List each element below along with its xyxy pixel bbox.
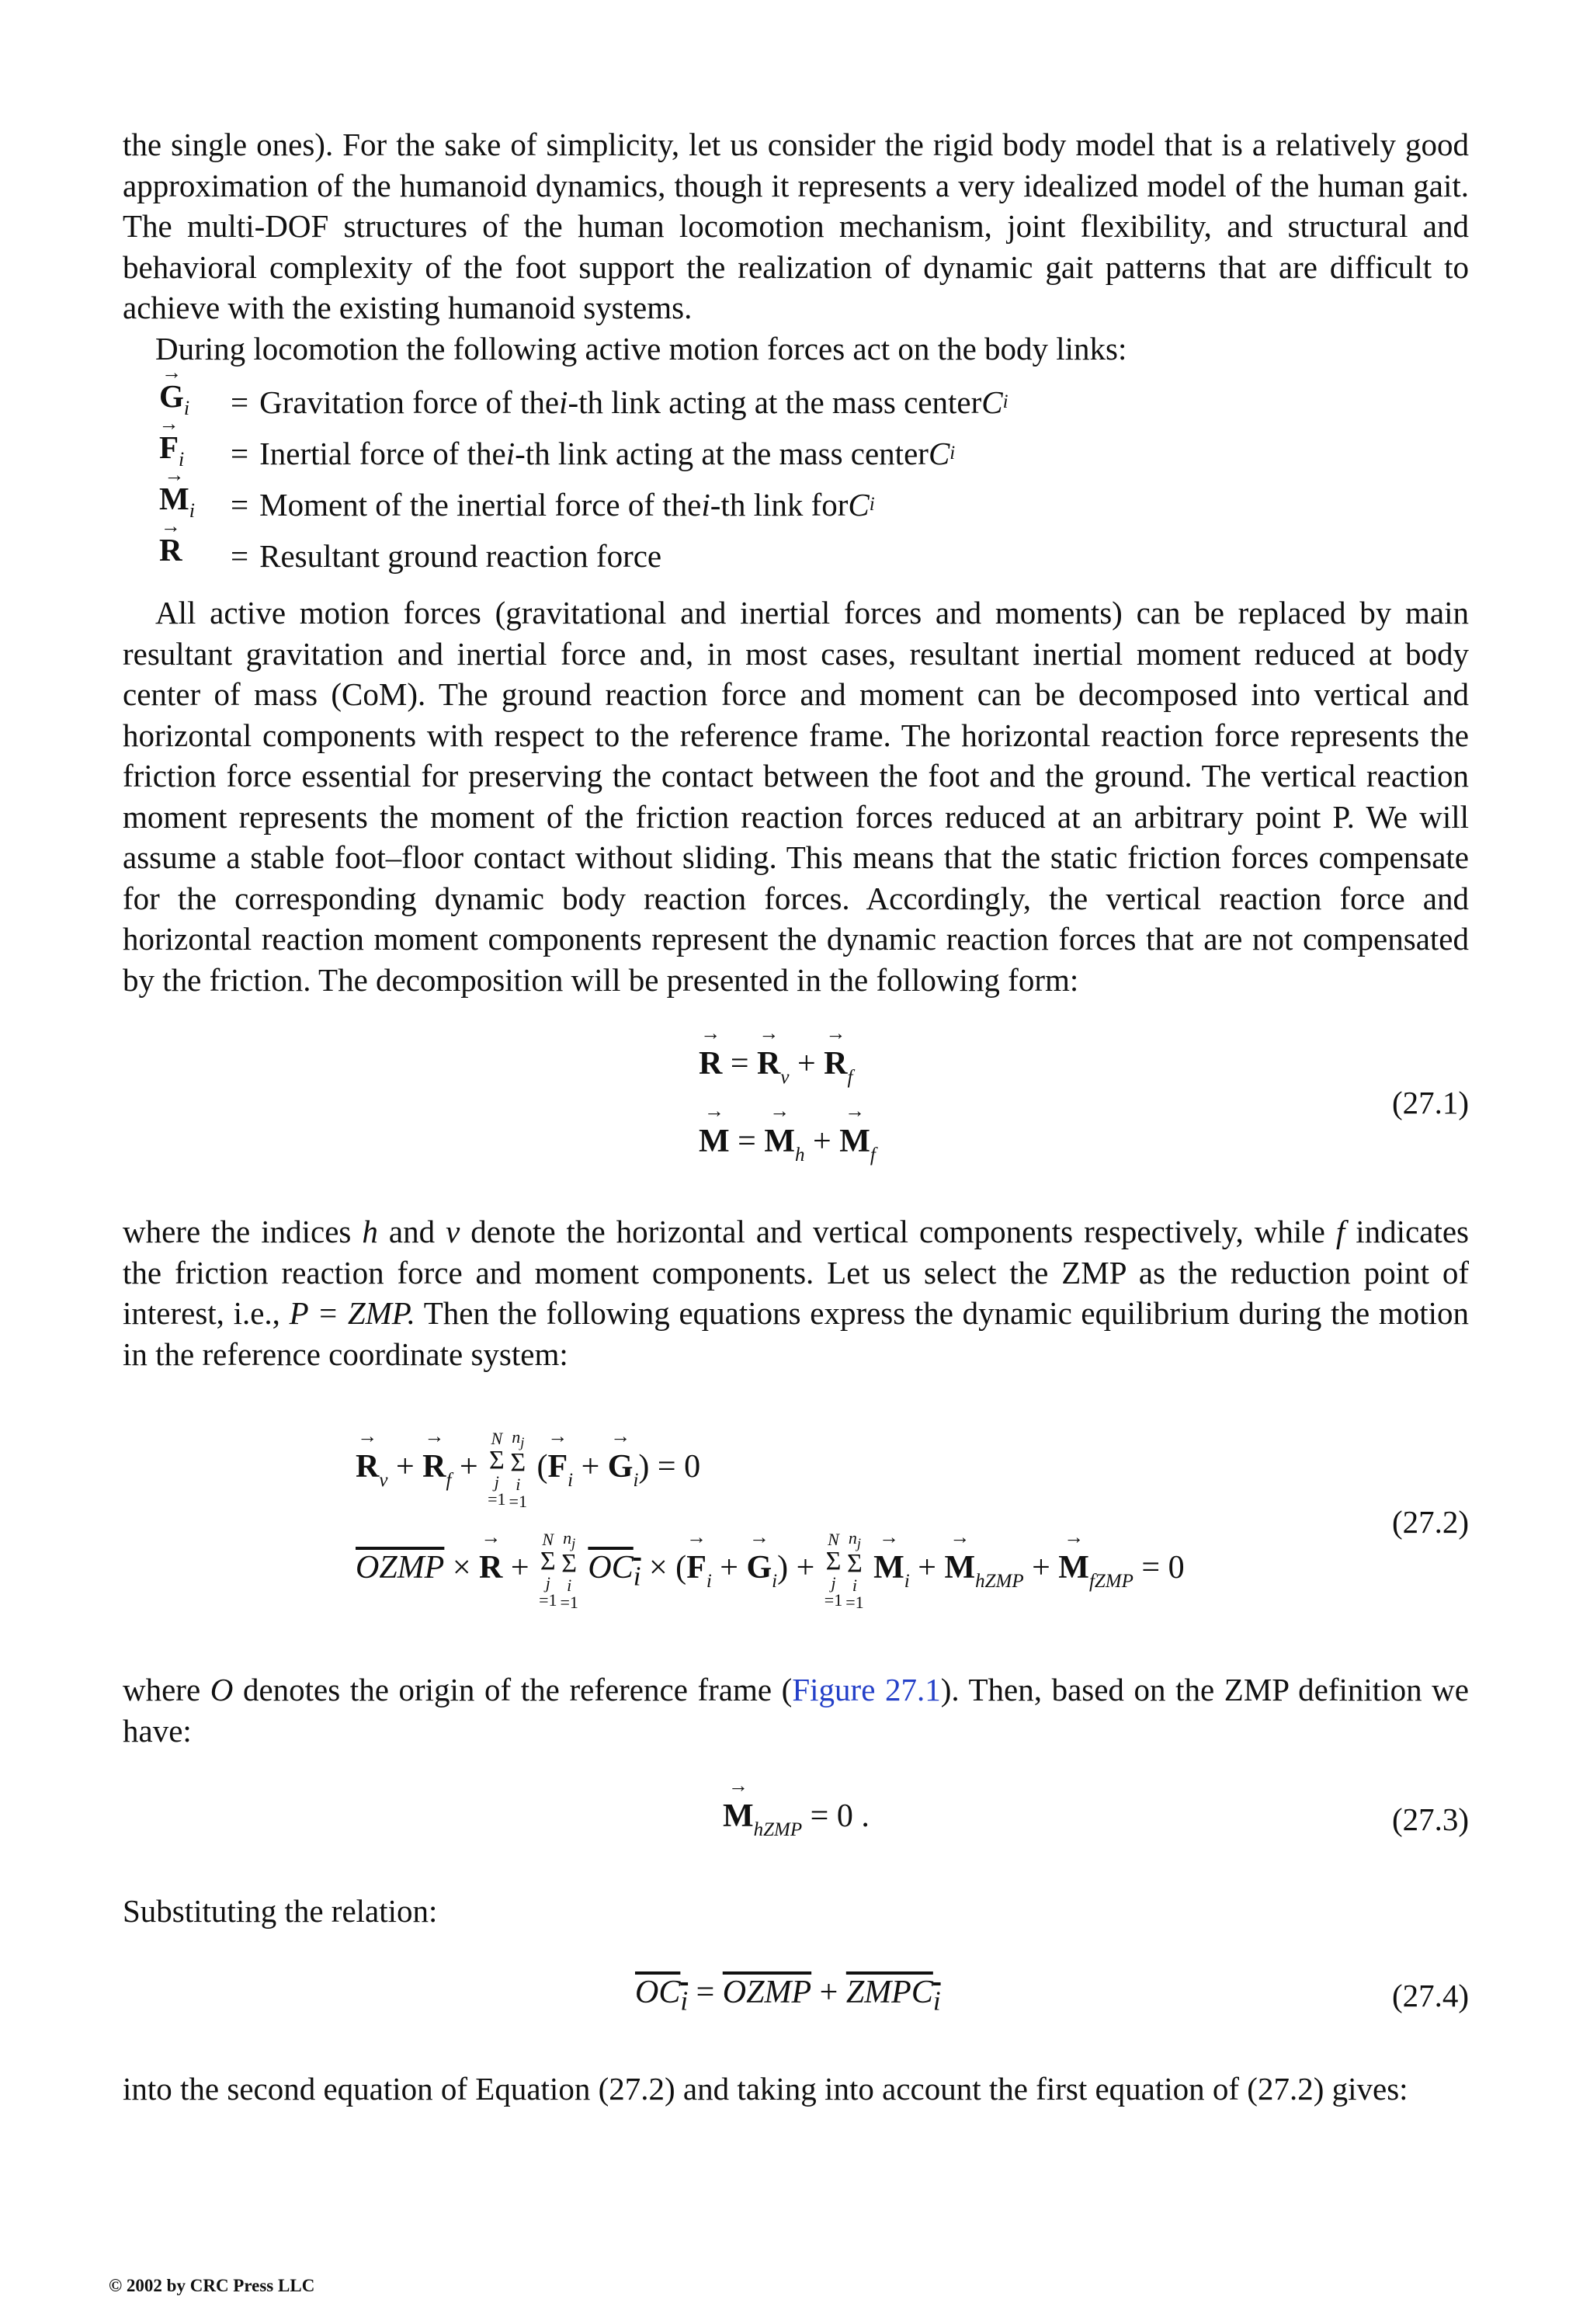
- paragraph-3: All active motion forces (gravitational and inertial forces and moments) can be replaced by main resultant gravitation and inertial force and, in most cases, resultant inertial moment reduced at body center of mass (CoM). The ground reaction force and moment can be decomposed into vertical and horizontal components with respect to the reference frame. The horizontal reaction force represents the friction force essential for preserving the contact between the foot and the ground. The vertical reaction moment represents the moment of the friction reaction forces reduced at an arbitrary point P. We will assume a stable foot–floor contact without sliding. This means that the static friction forces compensate for the corresponding dynamic body reaction forces. Accordingly, the vertical reaction force and horizontal reaction moment components represent the dynamic reaction forces that are not compensated by the friction. The decomposition will be presented in the following form:: [123, 595, 1469, 998]
- paragraph-2: During locomotion the following active motion forces act on the body links:: [155, 330, 1127, 366]
- definition-text: Moment of the inertial force of the: [259, 487, 702, 523]
- definition-reaction: → R = Resultant ground reaction force: [159, 530, 1469, 582]
- definition-text: Resultant ground reaction force: [259, 538, 662, 574]
- equation-27-3: → $M_{hZMP} = 0$ . (27.3): [123, 1751, 1469, 1891]
- figure-link[interactable]: Figure 27.1: [792, 1672, 941, 1707]
- paragraph-7: into the second equation of Equation (27.2) and taking into account the first equation of (27.2) gives:: [123, 2070, 1408, 2107]
- definition-text: Inertial force of the: [259, 436, 506, 471]
- vector-g-symbol: → G: [159, 370, 184, 422]
- equation-27-1: → R = → $R_v$ + → $R_f$ → M = → $M_h$ + → $M_f$ (27.1): [123, 1000, 1469, 1211]
- paragraph-4: where the indices h and v denote the horizontal and vertical components respectively, while f indicates the friction reaction force and moment components. Let us select the ZMP as the reduction point of interest, i.e., P = ZMP. Then the following equations express the dynamic equilibrium during the motion in the reference coordinate system:: [123, 1214, 1470, 1372]
- vector-m-symbol: → M: [159, 473, 189, 524]
- equation-number: (27.4): [1391, 1977, 1469, 2013]
- force-definitions: [159, 377, 1469, 582]
- equation-27-2: → $R_v$ + → $R_f$ + N Σ j =1 $n_j$ Σ i =1 (→ $F_i$ + → $G_i) = 0$ OZMP × → R + N Σ j =1 $n_j$ Σ i =1 $OC_i$ × (→ $F_i$ + → $G_i$) + N Σ j =1 $n_j$ Σ i $=1 \to M_i$ + → $M_{hZMP}$ + → $M_{fZMP} = 0$ (27.2): [123, 1374, 1469, 1669]
- vector-f-symbol: → F: [159, 422, 179, 473]
- paragraph-5: where O denotes the origin of the reference frame (Figure 27.1). Then, based on the ZMP definition we have:: [123, 1672, 1469, 1749]
- equation-number: (27.1): [1391, 1085, 1469, 1120]
- paragraph-1: the single ones). For the sake of simplicity, let us consider the rigid body model that is a relatively good approximation of the humanoid dynamics, though it represents a very idealized model of the human gait. The multi-DOF structures of the human locomotion mechanism, joint flexibility, and structural and behavioral complexity of the foot support the realization of dynamic gait patterns that are difficult to achieve with the existing humanoid systems.: [123, 127, 1469, 325]
- definition-text: Gravitation force of the: [259, 384, 560, 420]
- definition-inertial-force: → $F_i$ = Inertial force of the i -th link acting at the mass center C i: [159, 428, 1469, 479]
- vector-r-symbol: → R: [159, 524, 182, 575]
- copyright-footer: © 2002 by CRC Press LLC: [109, 2276, 315, 2295]
- equation-27-4: $OC_i$ = OZMP + $ZMPC_i$ (27.4): [635, 1974, 1469, 2016]
- paragraph-6: Substituting the relation:: [123, 1893, 438, 1929]
- page-body: [123, 124, 1469, 2109]
- definition-moment: → $M_i$ = Moment of the inertial force of the i -th link for C i: [159, 479, 1469, 530]
- definition-gravitation: → $G_i$ = Gravitation force of the i -th link acting at the mass center C i: [159, 377, 1469, 428]
- equation-number: (27.2): [1391, 1504, 1469, 1540]
- equation-number: (27.3): [1391, 1801, 1469, 1837]
